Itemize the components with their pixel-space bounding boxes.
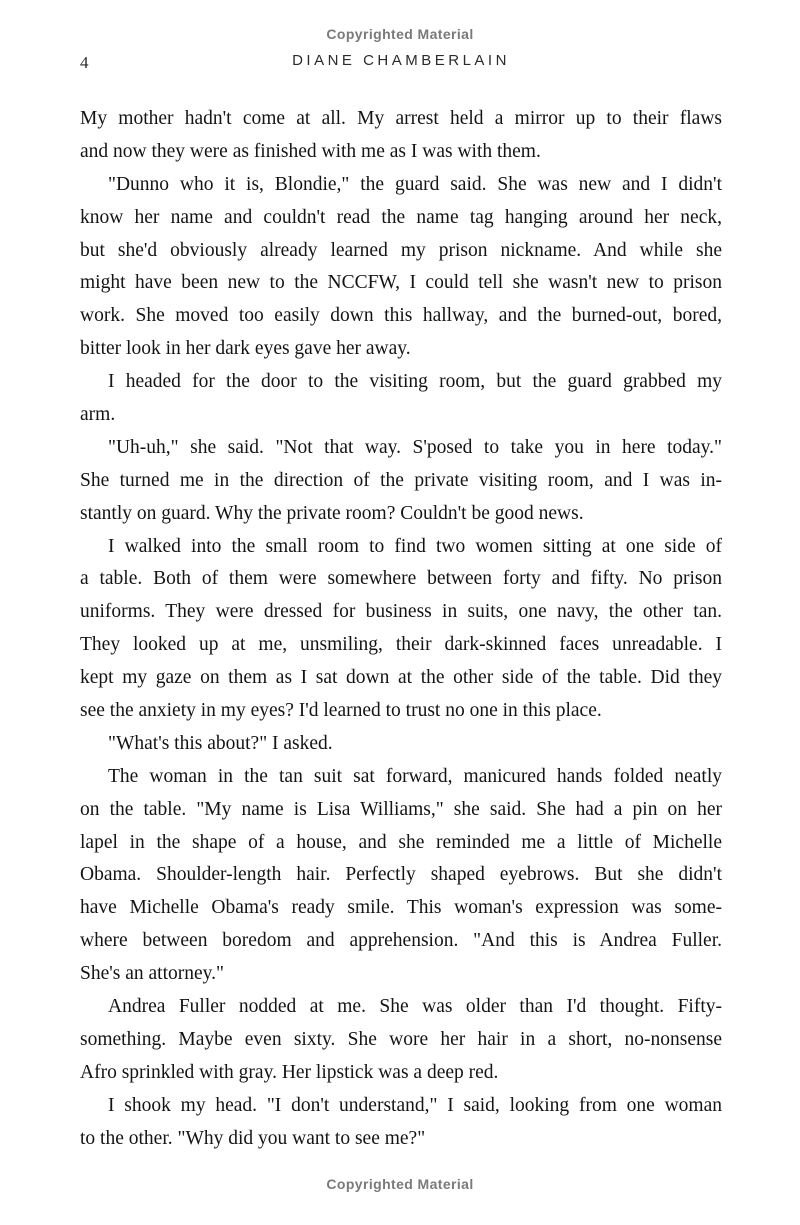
text-line: "What's this about?" I asked. (108, 732, 333, 754)
copyright-notice-bottom: Copyrighted Material (326, 1176, 474, 1192)
text-line: I walked into the small room to find two women sitting at one side of (108, 535, 722, 557)
text-line: see the anxiety in my eyes? I'd learned to trust no one in this place. (80, 700, 602, 722)
page-header (80, 52, 722, 74)
text-line: The woman in the tan suit sat forward, manicured hands folded neatly (108, 765, 722, 787)
text-line: kept my gaze on them as I sat down at the other side of the table. Did they (80, 667, 722, 689)
text-line: but she'd obviously already learned my prison nickname. And while she (80, 239, 722, 261)
text-line: to the other. "Why did you want to see me?" (80, 1127, 426, 1149)
text-line: Afro sprinkled with gray. Her lipstick was a deep red. (80, 1061, 499, 1083)
text-line: have Michelle Obama's ready smile. This woman's expression was some- (80, 897, 722, 919)
running-header-author: DIANE CHAMBERLAIN (292, 52, 510, 69)
text-line: arm. (80, 404, 116, 426)
text-line: bitter look in her dark eyes gave her away. (80, 338, 411, 360)
text-line: lapel in the shape of a house, and she reminded me a little of Michelle (80, 831, 722, 853)
text-line: a table. Both of them were somewhere between forty and fifty. No prison (80, 568, 722, 590)
text-line: "Uh-uh," she said. "Not that way. S'posed to take you in here today." (108, 436, 722, 458)
text-line: stantly on guard. Why the private room? Couldn't be good news. (80, 502, 584, 524)
body-text (80, 103, 722, 1156)
text-line: work. She moved too easily down this hallway, and the burned-out, bored, (80, 305, 722, 327)
text-line: "Dunno who it is, Blondie," the guard said. She was new and I didn't (108, 173, 722, 195)
text-line: uniforms. They were dressed for business in suits, one navy, the other tan. (80, 601, 722, 623)
text-line: and now they were as finished with me as I was with them. (80, 140, 541, 162)
text-line: They looked up at me, unsmiling, their dark-skinned faces unreadable. I (80, 634, 722, 656)
text-line: I headed for the door to the visiting room, but the guard grabbed my (108, 371, 722, 393)
text-line: Obama. Shoulder-length hair. Perfectly shaped eyebrows. But she didn't (80, 864, 722, 886)
text-line: My mother hadn't come at all. My arrest held a mirror up to their flaws (80, 108, 722, 129)
text-line: know her name and couldn't read the name tag hanging around her neck, (80, 206, 722, 228)
text-line: something. Maybe even sixty. She wore her hair in a short, no-nonsense (80, 1028, 722, 1050)
copyright-notice-top: Copyrighted Material (326, 26, 474, 42)
page-number: 4 (80, 53, 89, 72)
text-line: I shook my head. "I don't understand," I said, looking from one woman (108, 1094, 722, 1116)
text-line: She turned me in the direction of the private visiting room, and I was in- (80, 469, 722, 491)
text-line: on the table. "My name is Lisa Williams," she said. She had a pin on her (80, 798, 722, 820)
text-line: might have been new to the NCCFW, I could tell she wasn't new to prison (80, 272, 722, 294)
text-line: where between boredom and apprehension. "And this is Andrea Fuller. (80, 930, 722, 952)
text-line: She's an attorney." (80, 963, 224, 985)
text-line: Andrea Fuller nodded at me. She was older than I'd thought. Fifty- (108, 996, 722, 1018)
